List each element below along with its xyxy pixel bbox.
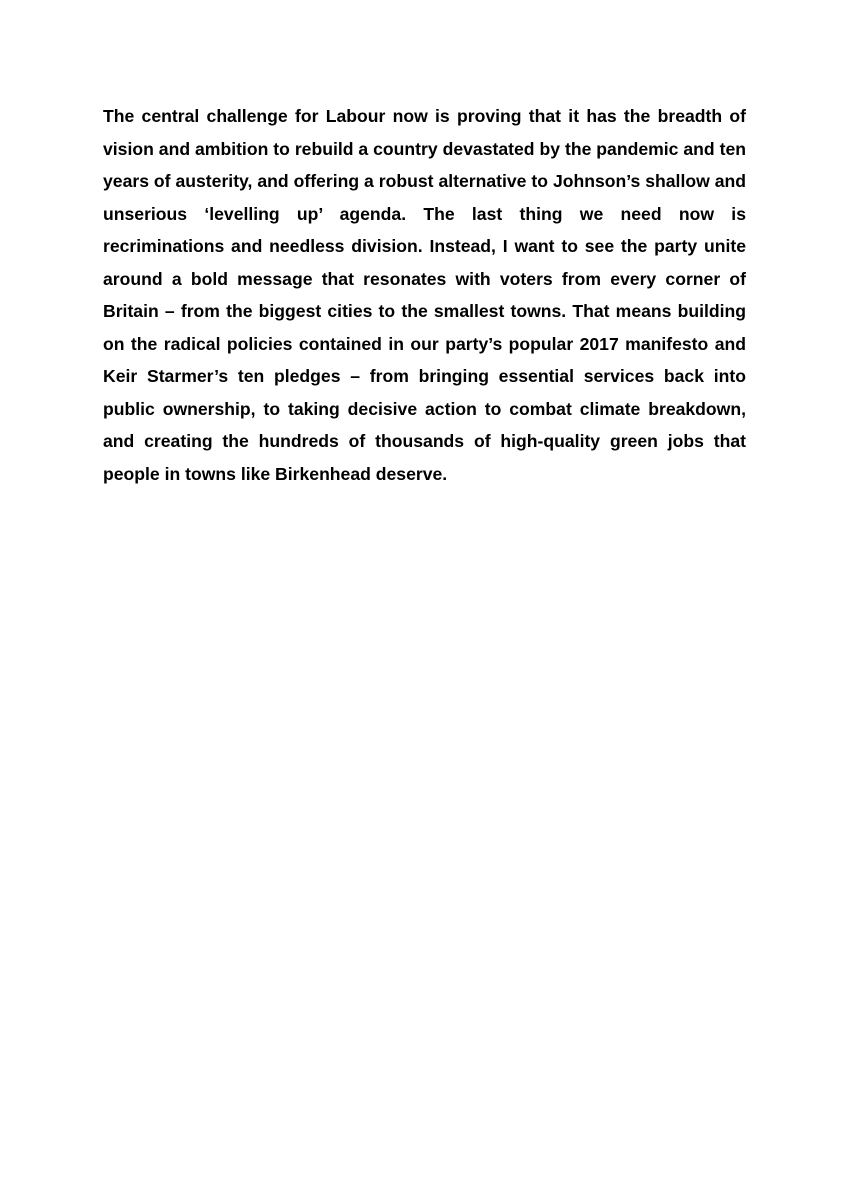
body-paragraph: The central challenge for Labour now is proving that it has the breadth of vision and ambition to rebuild a country devastated by the pandemic and ten years of austerity, and offering a robust alternative to Johnson’s shallow and unserious ‘levelling up’ agenda. The last thing we need now is recriminations and needless division. Instead, I want to see the party unite around a bold message that resonates with voters from every corner of Britain – from the biggest cities to the smallest towns. That means building on the radical policies contained in our party’s popular 2017 manifesto and Keir Starmer’s ten pledges – from bringing essential services back into public ownership, to taking decisive action to combat climate breakdown, and creating the hundreds of thousands of high-quality green jobs that people in towns like Birkenhead deserve. — [103, 106, 746, 484]
